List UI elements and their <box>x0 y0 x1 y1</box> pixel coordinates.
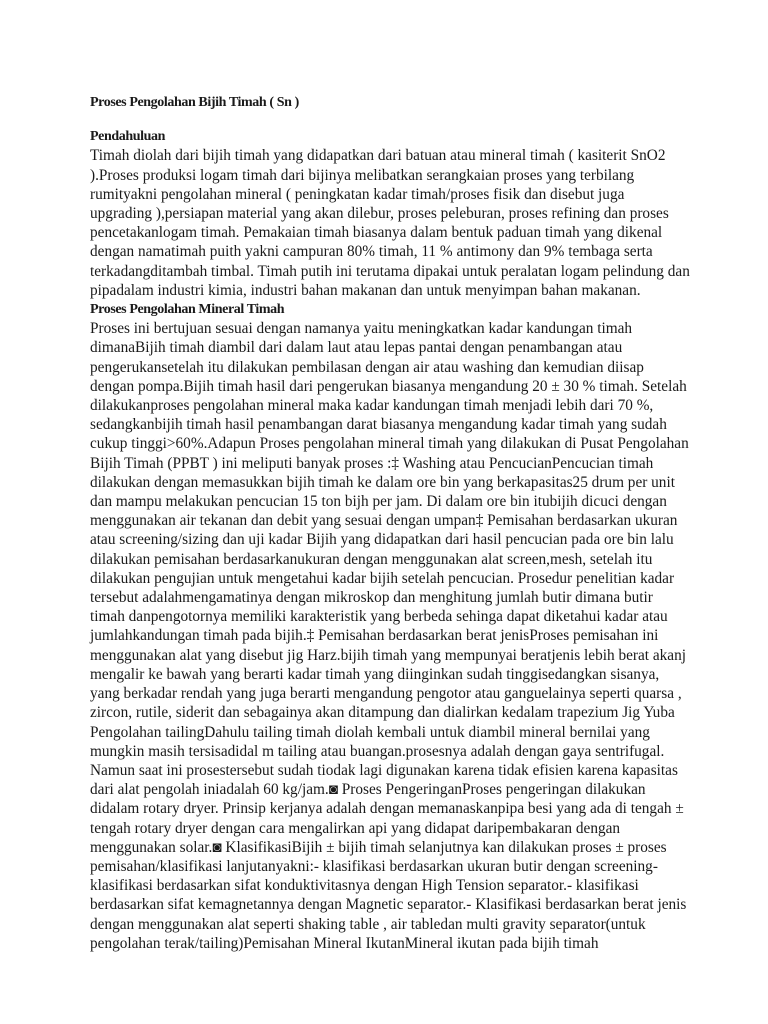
document-body <box>90 93 690 953</box>
title-spacer <box>90 112 690 127</box>
section-heading-pendahuluan: Pendahuluan <box>90 129 165 145</box>
paragraph-proses-pengolahan-1: Proses ini bertujuan sesuai dengan namanya yaitu meningkatkan kadar kandungan timah dimanaBijih timah diambil dari dalam laut atau lepas pantai dengan penambangan atau pengerukansetelah itu dilakukan pembilasan dengan air atau washing dan kemudian diisap dengan pompa.Bijih timah hasil dari pengerukan biasanya mengandung 20 ± 30 % timah. Setelah dilakukanproses pengolahan mineral maka kadar kandungan timah menjadi lebih dari 70 %, sedangkanbijih timah hasil penambangan darat biasanya mengandung kadar timah yang sudah cukup tinggi>60%.Adapun Proses pengolahan mineral timah yang dilakukan di Pusat Pengolahan Bijih Timah (PPBT ) ini meliputi banyak proses :‡ Washing atau PencucianPencucian timah dilakukan dengan memasukkan bijih timah ke dalam ore bin yang berkapasitas25 drum per unit dan mampu melakukan pencucian 15 ton bijh per jam. Di dalam ore bin itubijih dicuci dengan menggunakan air tekanan dan debit yang sesuai dengan umpan‡ Pemisahan berdasarkan ukuran atau screening/sizing dan uji kadar Bijih yang didapatkan dari hasil pencucian pada ore bin lalu dilakukan pemisahan berdasarkanukuran dengan menggunakan alat screen,mesh, setelah itu dilakukan pengujian untuk mengetahui kadar bijih setelah pencucian. Prosedur penelitian kadar tersebut adalahmengamatinya dengan mikroskop dan menghitung jumlah butir dimana butir timah danpengotornya memiliki karakteristik yang berbeda sehinga dapat diketahui kadar atau jumlahkandungan timah pada bijih.‡ Pemisahan berdasarkan berat jenisProses pemisahan ini menggunakan alat yang disebut jig Harz.bijih timah yang mempunyai beratjenis lebih berat akanj mengalir ke bawah yang berarti kadar timah yang diinginkan sudah tinggisedangkan sisanya, yang berkadar rendah yang juga berarti mengandung pengotor atau ganguelainya seperti quarsa , zircon, rutile, siderit dan sebagainya akan ditampung dan dialirkan kedalam trapezium Jig Yuba <box>90 320 689 722</box>
paragraph-proses-pengolahan-2: Pengolahan tailingDahulu tailing timah diolah kembali untuk diambil mineral bernilai yang mungkin masih tersisadidal m tailing atau buangan.prosesnya adalah dengan gaya sentrifugal. Namun saat ini prosestersebut sudah tiodak lagi digunakan karena tidak efisien karena kapasitas dari alat pengolah iniadalah 60 kg/jam.◙ Proses PengeringanProses pengeringan dilakukan didalam rotary dryer. Prinsip kerjanya adalah dengan memanaskanpipa besi yang ada di tengah ± tengah rotary dryer dengan cara mengalirkan api yang didapat daripembakaran dengan menggunakan solar.◙ KlasifikasiBijih ± bijih timah selanjutnya kan dilakukan proses ± proses pemisahan/klasifikasi lanjutanyakni:- klasifikasi berdasarkan ukuran butir dengan screening- klasifikasi berdasarkan sifat konduktivitasnya dengan High Tension separator.- klasifikasi berdasarkan sifat kemagnetannya dengan Magnetic separator.- Klasifikasi berdasarkan berat jenis dengan menggunakan alat seperti shaking table , air tabledan multi gravity separator(untuk pengolahan terak/tailing)Pemisahan Mineral IkutanMineral ikutan pada bijih timah <box>90 723 687 952</box>
paragraph-pendahuluan: Timah diolah dari bijih timah yang didapatkan dari batuan atau mineral timah ( kasiterit SnO2 ).Proses produksi logam timah dari bijinya melibatkan serangkaian proses yang terbilang rumityakni pengolahan mineral ( peningkatan kadar timah/proses fisik dan disebut juga upgrading ),persiapan material yang akan dilebur, proses peleburan, proses refining dan proses pencetakanlogam timah. Pemakaian timah biasanya dalam bentuk paduan timah yang dikenal dengan namatimah puith yakni campuran 80% timah, 11 % antimony dan 9% tembaga serta terkadangditambah timbal. Timah putih ini terutama dipakai untuk peralatan logam pelindung dan pipadalam industri kimia, industri bahan makanan dan untuk menyimpan bahan makanan. <box>90 147 690 299</box>
document-title: Proses Pengolahan Bijih Timah ( Sn ) <box>90 95 299 110</box>
section-heading-proses-pengolahan: Proses Pengolahan Mineral Timah <box>90 302 285 318</box>
